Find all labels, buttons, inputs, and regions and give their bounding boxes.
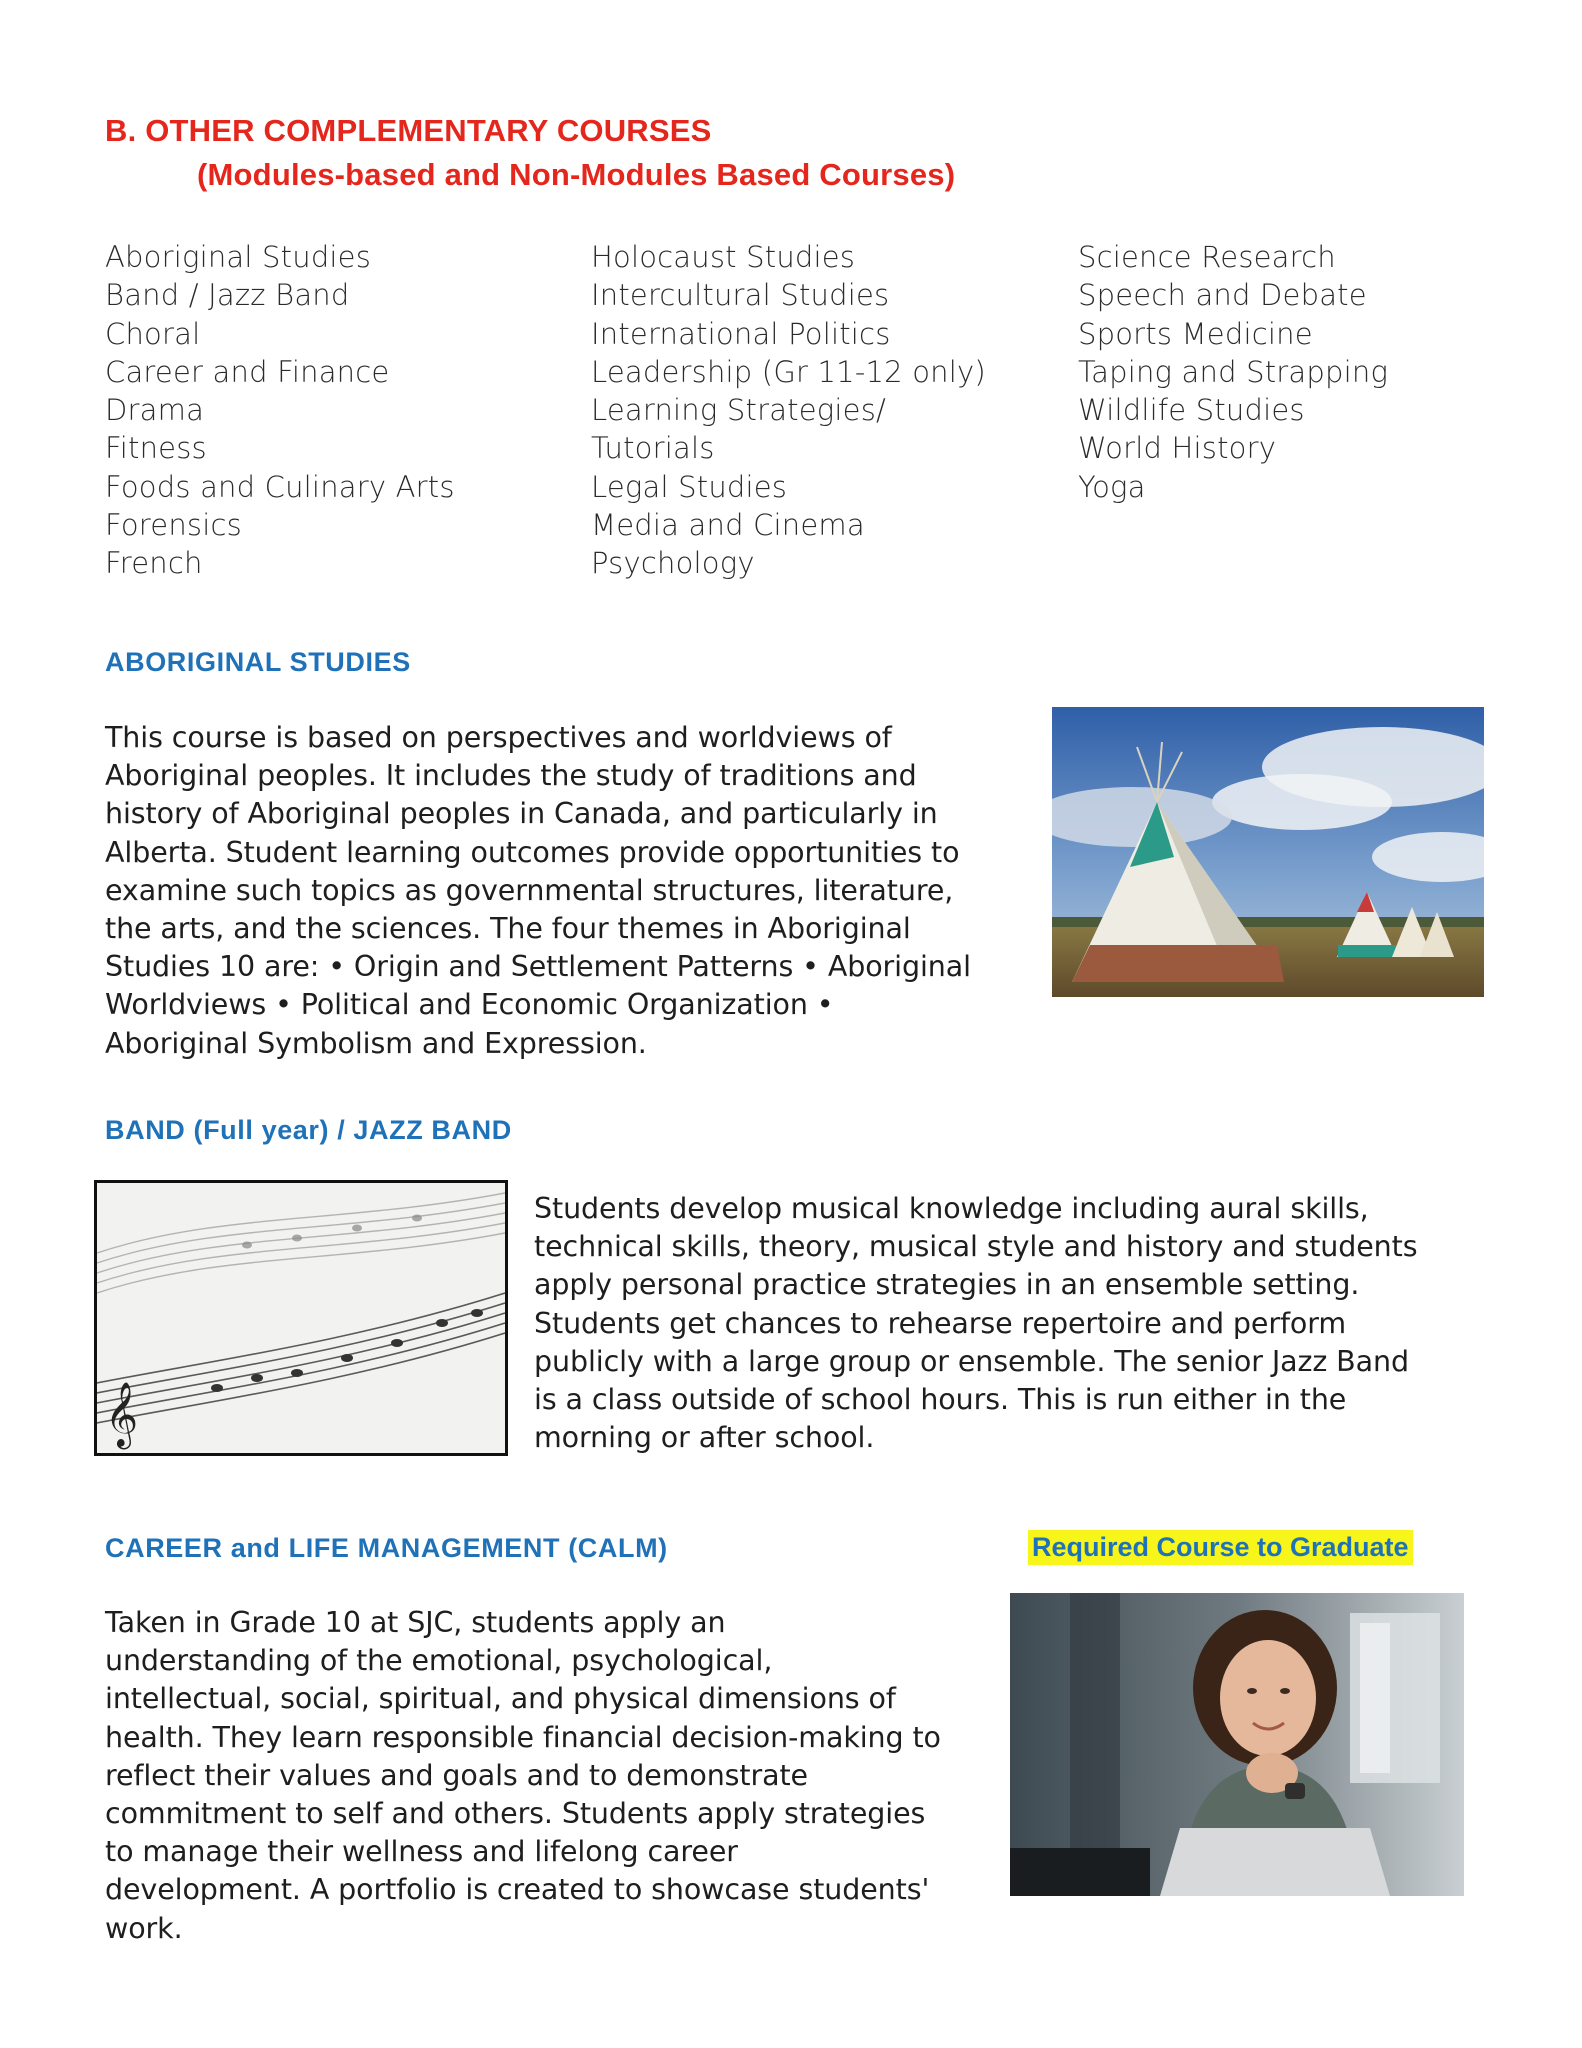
text-line: Aboriginal peoples. It includes the study of traditions and [105, 759, 917, 793]
list-item: Fitness [105, 431, 207, 466]
text-line: Studies 10 are: • Origin and Settlement Patterns • Aboriginal [105, 950, 971, 984]
list-item: Wildlife Studies [1078, 393, 1305, 428]
text-line: morning or after school. [534, 1421, 875, 1455]
list-item: Yoga [1078, 469, 1146, 504]
text-line: examine such topics as governmental structures, literature, [105, 873, 954, 907]
student-photo [1010, 1593, 1464, 1896]
list-item: Leadership (Gr 11-12 only) [591, 354, 986, 389]
list-item: Band / Jazz Band [105, 278, 350, 313]
list-item: Science Research [1078, 240, 1336, 274]
list-item: Career and Finance [105, 354, 390, 389]
text-line: history of Aboriginal peoples in Canada, and particularly in [105, 797, 938, 831]
text-line: Students get chances to rehearse repertoire and perform [534, 1306, 1346, 1340]
text-line: is a class outside of school hours. This is run either in the [534, 1383, 1347, 1417]
teepee-photo [1052, 707, 1484, 997]
course-list-column-2 [591, 238, 1051, 583]
text-line: technical skills, theory, musical style and history and students [534, 1230, 1418, 1264]
list-item: Holocaust Studies [591, 240, 856, 274]
list-item: Tutorials [591, 431, 715, 466]
required-course-badge: Required Course to Graduate [1028, 1530, 1413, 1565]
list-item: Choral [105, 316, 201, 351]
text-line: reflect their values and goals and to demonstrate [105, 1758, 808, 1792]
list-item: Media and Cinema [591, 508, 865, 543]
text-line: Aboriginal Symbolism and Expression. [105, 1026, 647, 1060]
text-line: commitment to self and others. Students apply strategies [105, 1797, 926, 1831]
text-line: understanding of the emotional, psychological, [105, 1644, 773, 1678]
list-item: Speech and Debate [1078, 278, 1367, 313]
text-line: apply personal practice strategies in an ensemble setting. [534, 1268, 1360, 1302]
band-description [534, 1190, 1417, 1457]
sheet-music-photo [94, 1180, 508, 1456]
list-item: Drama [105, 393, 205, 428]
list-item: Sports Medicine [1078, 316, 1313, 351]
list-item: Taping and Strapping [1078, 354, 1389, 389]
calm-description [105, 1604, 941, 1948]
text-line: to manage their wellness and lifelong career [105, 1835, 738, 1869]
text-line: health. They learn responsible financial decision-making to [105, 1720, 941, 1754]
text-line: intellectual, social, spiritual, and physical dimensions of [105, 1682, 896, 1716]
aboriginal-description [105, 719, 971, 1063]
svg-text:𝄞: 𝄞 [105, 1382, 139, 1447]
list-item: Intercultural Studies [591, 278, 890, 313]
section-title-calm: CAREER and LIFE MANAGEMENT (CALM) [105, 1533, 668, 1563]
section-title-aboriginal: ABORIGINAL STUDIES [105, 647, 411, 677]
text-line: publicly with a large group or ensemble. The senior Jazz Band [534, 1344, 1409, 1378]
text-line: This course is based on perspectives and worldviews of [105, 721, 892, 754]
list-item: French [105, 546, 203, 581]
text-line: Alberta. Student learning outcomes provide opportunities to [105, 835, 960, 869]
text-line: Students develop musical knowledge including aural skills, [534, 1192, 1369, 1225]
list-item: Legal Studies [591, 469, 788, 504]
list-item: Learning Strategies/ [591, 393, 886, 428]
text-line: work. [105, 1911, 183, 1945]
text-line: Taken in Grade 10 at SJC, students apply an [105, 1606, 726, 1639]
text-line: development. A portfolio is created to showcase students' [105, 1873, 930, 1907]
list-item: Psychology [591, 546, 755, 581]
section-title-band: BAND (Full year) / JAZZ BAND [105, 1115, 512, 1145]
text-line: the arts, and the sciences. The four themes in Aboriginal [105, 912, 911, 946]
page-subheading: (Modules-based and Non-Modules Based Courses) [197, 157, 956, 192]
list-item: Aboriginal Studies [105, 240, 372, 274]
page-heading: B. OTHER COMPLEMENTARY COURSES [105, 113, 712, 148]
list-item: World History [1078, 431, 1277, 466]
list-item: Foods and Culinary Arts [105, 469, 455, 504]
text-line: Worldviews • Political and Economic Organization • [105, 988, 834, 1022]
course-list-column-1 [105, 238, 565, 583]
list-item: Forensics [105, 508, 242, 543]
course-list-column-3 [1078, 238, 1538, 506]
list-item: International Politics [591, 316, 891, 351]
